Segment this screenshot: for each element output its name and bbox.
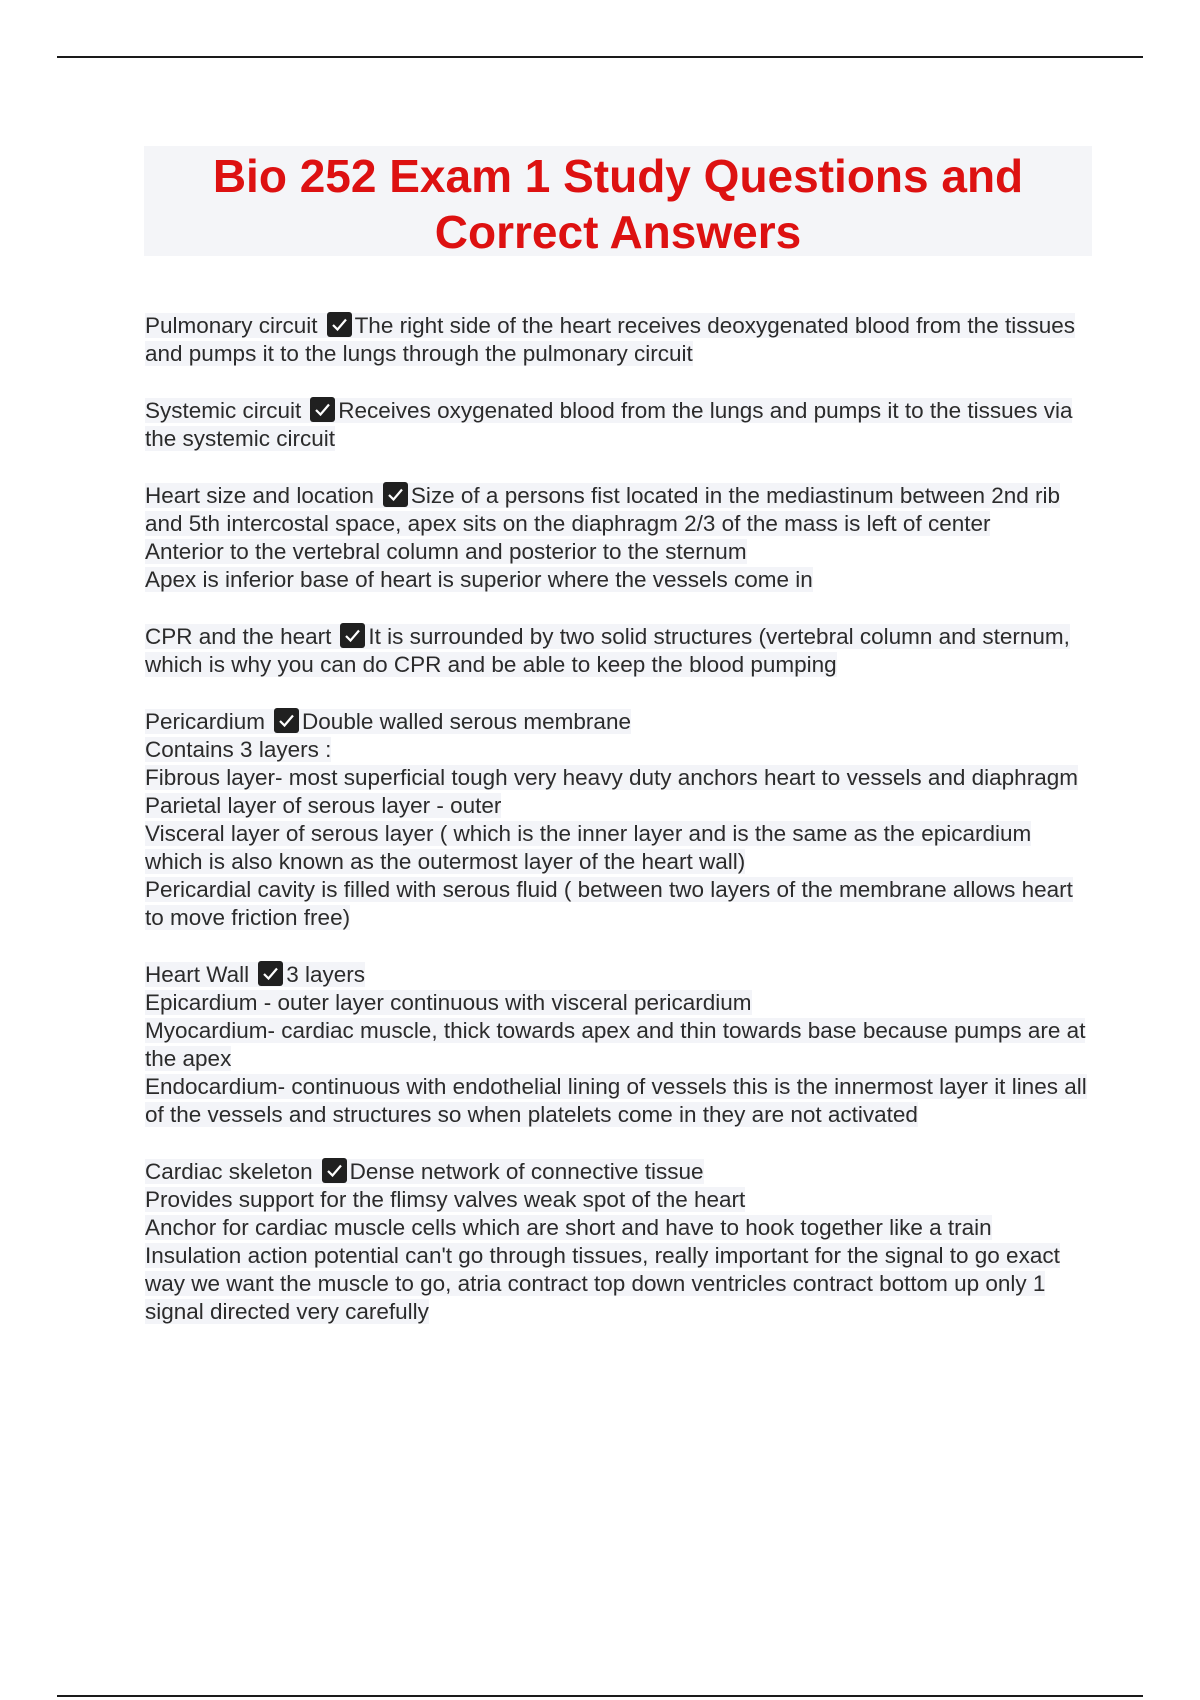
qa-extra-line bbox=[145, 1214, 1095, 1242]
qa-term: Heart size and location bbox=[145, 483, 374, 508]
qa-answer: Double walled serous membrane bbox=[302, 709, 631, 734]
qa-highlight bbox=[145, 624, 1070, 677]
qa-extra-line bbox=[145, 736, 1095, 764]
qa-highlight bbox=[145, 483, 1060, 536]
title-line-2: Correct Answers bbox=[434, 206, 802, 258]
qa-extra-line bbox=[145, 792, 1095, 820]
qa-term: Heart Wall bbox=[145, 962, 250, 987]
qa-extra-text: Epicardium - outer layer continuous with visceral pericardium bbox=[145, 990, 752, 1015]
qa-line bbox=[145, 482, 1095, 538]
qa-extra-text: Visceral layer of serous layer ( which is the inner layer and is the same as the epicardium which is also known as the outermost layer of the heart wall) bbox=[145, 821, 1032, 874]
qa-extra-line bbox=[145, 820, 1095, 876]
qa-line bbox=[145, 312, 1095, 368]
qa-extra-text: Contains 3 layers : bbox=[145, 737, 332, 762]
checkbox-checked-icon bbox=[258, 961, 283, 986]
qa-extra-text: Myocardium- cardiac muscle, thick towards apex and thin towards base because pumps are at the apex bbox=[145, 1018, 1086, 1071]
qa-highlight bbox=[145, 1159, 704, 1184]
checkbox-checked-icon bbox=[274, 708, 299, 733]
qa-answer: The right side of the heart receives deoxygenated blood from the tissues and pumps it to the lungs through the pulmonary circuit bbox=[145, 313, 1075, 366]
qa-entry-pericardium bbox=[145, 708, 1095, 932]
qa-extra-text: Parietal layer of serous layer - outer bbox=[145, 793, 502, 818]
qa-extra-text: Apex is inferior base of heart is superior where the vessels come in bbox=[145, 567, 813, 592]
qa-extra-text: Endocardium- continuous with endothelial lining of vessels this is the innermost layer it lines all of the vessels and structures so when platelets come in they are not activated bbox=[145, 1074, 1087, 1127]
title-line-1: Bio 252 Exam 1 Study Questions and bbox=[212, 150, 1024, 202]
qa-extra-line bbox=[145, 764, 1095, 792]
qa-extra-text: Fibrous layer- most superficial tough very heavy duty anchors heart to vessels and diaphragm bbox=[145, 765, 1078, 790]
qa-line bbox=[145, 1158, 1095, 1186]
qa-line bbox=[145, 708, 1095, 736]
qa-extra-line bbox=[145, 538, 1095, 566]
bottom-rule bbox=[57, 1695, 1143, 1697]
checkbox-checked-icon bbox=[383, 482, 408, 507]
qa-extra-text: Anchor for cardiac muscle cells which are short and have to hook together like a train bbox=[145, 1215, 992, 1240]
qa-entry-heart-size bbox=[145, 482, 1095, 594]
qa-extra-line bbox=[145, 1073, 1095, 1129]
qa-extra-line bbox=[145, 876, 1095, 932]
qa-entry-cpr bbox=[145, 623, 1095, 679]
qa-entry-systemic-circuit bbox=[145, 397, 1095, 453]
title-box bbox=[144, 146, 1092, 256]
qa-extra-line bbox=[145, 566, 1095, 594]
qa-term: Pericardium bbox=[145, 709, 266, 734]
qa-extra-line bbox=[145, 1242, 1095, 1326]
qa-extra-text: Pericardial cavity is filled with serous fluid ( between two layers of the membrane allows heart to move friction free) bbox=[145, 877, 1073, 930]
top-rule bbox=[57, 56, 1143, 58]
qa-entry-pulmonary-circuit bbox=[145, 312, 1095, 368]
checkbox-checked-icon bbox=[322, 1158, 347, 1183]
qa-entry-heart-wall bbox=[145, 961, 1095, 1129]
qa-answer: 3 layers bbox=[286, 962, 365, 987]
qa-term: Cardiac skeleton bbox=[145, 1159, 313, 1184]
qa-term: CPR and the heart bbox=[145, 624, 332, 649]
qa-answer: Dense network of connective tissue bbox=[349, 1159, 704, 1184]
qa-answer: Size of a persons fist located in the mediastinum between 2nd rib and 5th intercostal space, apex sits on the diaphragm 2/3 of the mass is left of center bbox=[145, 483, 1061, 536]
qa-highlight bbox=[145, 313, 1075, 366]
qa-line bbox=[145, 623, 1095, 679]
qa-extra-text: Insulation action potential can't go through tissues, really important for the signal to go exact way we want the muscle to go, atria contract top down ventricles contract bottom up only 1 signal directed very carefully bbox=[145, 1243, 1060, 1324]
qa-line bbox=[145, 397, 1095, 453]
qa-extra-line bbox=[145, 1186, 1095, 1214]
qa-extra-line bbox=[145, 1017, 1095, 1073]
qa-term: Systemic circuit bbox=[145, 398, 302, 423]
checkbox-checked-icon bbox=[327, 312, 352, 337]
qa-extra-line bbox=[145, 989, 1095, 1017]
qa-answer: Receives oxygenated blood from the lungs and pumps it to the tissues via the systemic circuit bbox=[145, 398, 1073, 451]
qa-answer: It is surrounded by two solid structures (vertebral column and sternum, which is why you can do CPR and be able to keep the blood pumping bbox=[145, 624, 1070, 677]
qa-extra-text: Provides support for the flimsy valves weak spot of the heart bbox=[145, 1187, 746, 1212]
qa-highlight bbox=[145, 398, 1072, 451]
checkbox-checked-icon bbox=[340, 623, 365, 648]
qa-extra-text: Anterior to the vertebral column and posterior to the sternum bbox=[145, 539, 747, 564]
qa-list bbox=[145, 312, 1095, 1355]
qa-term: Pulmonary circuit bbox=[145, 313, 318, 338]
qa-entry-cardiac-skeleton bbox=[145, 1158, 1095, 1326]
qa-line bbox=[145, 961, 1095, 989]
qa-highlight bbox=[145, 709, 631, 734]
checkbox-checked-icon bbox=[310, 397, 335, 422]
qa-highlight bbox=[145, 962, 365, 987]
page-title bbox=[144, 148, 1092, 260]
